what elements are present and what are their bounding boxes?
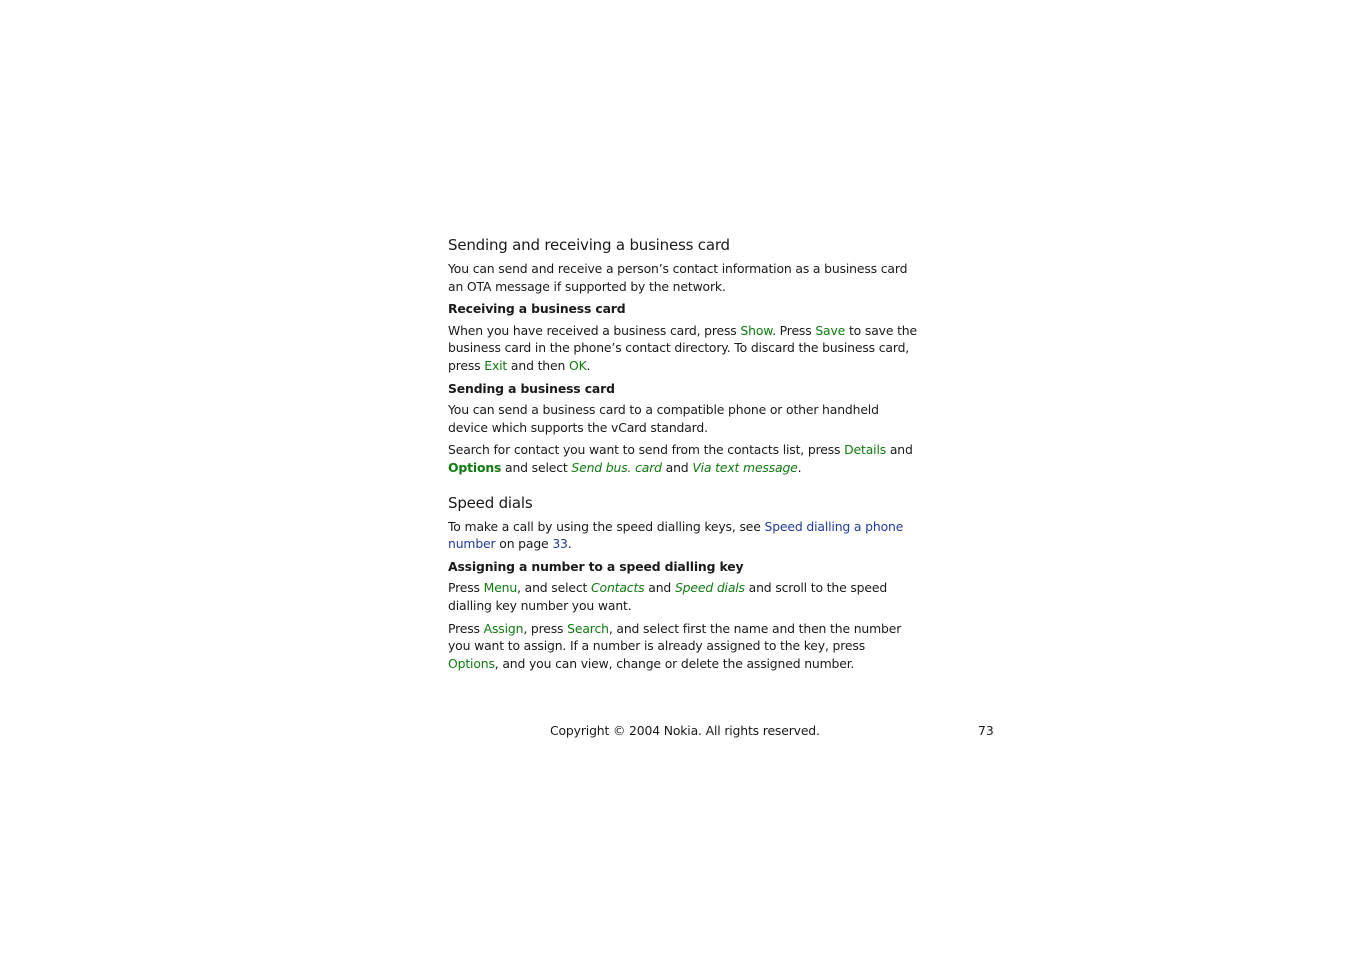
text-run: and then	[507, 357, 569, 373]
menu-item-speed-dials: Speed dials	[674, 580, 745, 596]
text-run: .	[797, 459, 802, 475]
softkey-exit: Exit	[484, 357, 508, 373]
text-run: . Press	[772, 322, 816, 338]
text-run: and	[886, 442, 913, 458]
text-run: , and you can view, change or delete the assigned number.	[494, 655, 855, 671]
text-run: , and select	[517, 580, 592, 596]
footer-copyright: Copyright © 2004 Nokia. All rights reserved.	[550, 723, 820, 738]
speed-dials-intro	[448, 518, 918, 553]
footer-page-number: 73	[978, 723, 994, 738]
assign-paragraph-2	[448, 620, 918, 673]
section-heading-business-card: Sending and receiving a business card	[448, 236, 730, 254]
sending-paragraph-1: You can send a business card to a compatible phone or other handheld device which supports the vCard standard.	[448, 402, 879, 435]
menu-item-send-bus-card: Send bus. card	[571, 459, 662, 475]
softkey-show: Show	[740, 322, 773, 338]
text-run: .	[586, 357, 591, 373]
text-run: and	[661, 459, 693, 475]
assign-paragraph-1	[448, 579, 918, 614]
text-run: Search for contact you want to send from the contacts list, press	[448, 442, 845, 458]
subheading-sending: Sending a business card	[448, 380, 615, 396]
text-run: .	[567, 536, 572, 552]
text-run: Press	[448, 580, 484, 596]
text-run: To make a call by using the speed dialling keys, see	[448, 518, 765, 534]
softkey-details: Details	[844, 442, 887, 458]
text-run: and select	[501, 459, 572, 475]
softkey-menu: Menu	[483, 580, 518, 596]
text-run: on page	[495, 536, 553, 552]
business-card-intro: You can send and receive a person’s contact information as a business card an OTA message if supported by the network.	[448, 261, 908, 294]
softkey-ok: OK	[568, 357, 587, 373]
text-run: , press	[523, 620, 568, 636]
menu-item-contacts: Contacts	[591, 580, 645, 596]
section-heading-speed-dials: Speed dials	[448, 493, 533, 512]
text-run: Press	[448, 620, 484, 636]
link-speed-dialling[interactable]: Speed dialling a phone number	[448, 518, 904, 552]
softkey-options-2: Options	[448, 655, 495, 671]
menu-item-via-text-message: Via text message	[692, 459, 798, 475]
softkey-search: Search	[567, 620, 609, 636]
link-page-number[interactable]: 33	[552, 536, 568, 552]
document-page	[448, 235, 918, 677]
text-run: , and select first the name and then the number you want to assign. If a number is already assigned to the key, press	[448, 620, 902, 654]
sending-paragraph-2	[448, 441, 918, 476]
text-run: When you have received a business card, press	[448, 322, 741, 338]
subheading-receiving: Receiving a business card	[448, 301, 626, 317]
text-run: and scroll to the speed dialling key number you want.	[448, 580, 888, 613]
softkey-options: Options	[448, 459, 502, 475]
subheading-assigning: Assigning a number to a speed dialling key	[448, 558, 744, 574]
receiving-paragraph	[448, 322, 918, 375]
softkey-save: Save	[815, 322, 846, 338]
softkey-assign: Assign	[483, 620, 524, 636]
text-run: and	[644, 580, 675, 596]
text-run: to save the business card in the phone’s contact directory. To discard the business card, press	[448, 322, 917, 373]
